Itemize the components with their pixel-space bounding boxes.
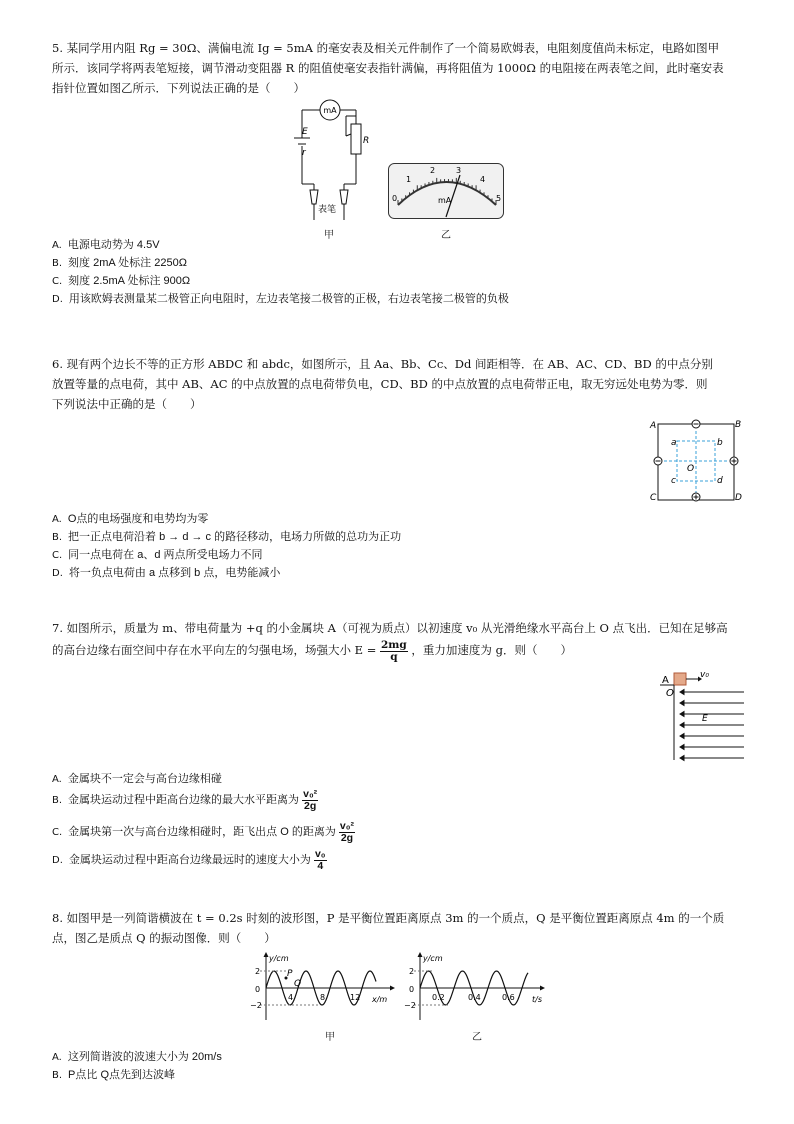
- q5-option-b[interactable]: B. 刻度 2mA 处标注 2250Ω: [52, 257, 187, 269]
- vib-ylabel: y/cm: [423, 954, 443, 963]
- wave-xlabel: x/m: [372, 995, 388, 1004]
- q6-option-a[interactable]: A. O点的电场强度和电势均为零: [52, 513, 209, 525]
- q5-fig-b-caption: 乙: [441, 230, 451, 241]
- vertex-D: D: [735, 493, 742, 503]
- rheostat-label: R: [363, 136, 370, 146]
- q7-stem-line-1: 7. 如图所示，质量为 m、带电荷量为 +q 的小金属块 A（可视为质点）以初速度 v₀ 从光滑绝缘水平高台上 O 点飞出．已知在足够高: [52, 621, 728, 635]
- q5-circuit-figure: [290, 98, 370, 238]
- emf-label: E: [302, 127, 308, 137]
- q6-option-b[interactable]: B. 把一正点电荷沿着 b → d → c 的路径移动，电场力所做的总功为正功: [52, 531, 402, 543]
- q8-option-a[interactable]: A. 这列简谐波的波速大小为 20m/s: [52, 1051, 222, 1063]
- q6-stem-line-1: 6. 现有两个边长不等的正方形 ABDC 和 abdc，如图所示，且 Aa、Bb、Cc、Dd 间距相等．在 AB、AC、CD、BD 的中点分别: [52, 357, 713, 371]
- vertex-C: C: [650, 493, 657, 503]
- vertex-a: a: [671, 438, 677, 448]
- field-strength-fraction: $\frac{2mg}{q}$: [381, 638, 407, 663]
- q6-stem-line-2: 放置等量的点电荷，其中 AB、AC 的中点放置的点电荷带负电，CD、BD 的中点放置的点电荷带正电，取无穷远处电势为零．则: [52, 377, 708, 391]
- vib-ytick-neg2: −2: [404, 1001, 416, 1010]
- point-Q: Q: [294, 979, 302, 989]
- vertex-d: d: [717, 476, 723, 486]
- q5-meter-dial-figure: [388, 163, 504, 219]
- q6-option-c[interactable]: C. 同一点电荷在 a、d 两点所受电场力不同: [52, 549, 263, 561]
- q5-option-a[interactable]: A. 电源电动势为 4.5V: [52, 239, 160, 251]
- dial-tick-0: 0: [392, 194, 398, 203]
- vertex-A: A: [650, 421, 657, 431]
- wave-xtick-12: 12: [350, 993, 361, 1002]
- q8-graph-a-caption: 甲: [325, 1032, 335, 1043]
- dial-tick-1: 1: [406, 175, 412, 184]
- q6-option-d[interactable]: D. 将一负点电荷由 a 点移到 b 点，电势能减小: [52, 567, 281, 579]
- wave-ytick-0: 0: [255, 985, 261, 994]
- label-A: A: [662, 675, 669, 686]
- wave-xtick-8: 8: [320, 993, 326, 1002]
- q7-option-a[interactable]: A. 金属块不一定会与高台边缘相碰: [52, 773, 222, 785]
- dial-unit: mA: [438, 196, 452, 205]
- dial-tick-3: 3: [456, 166, 462, 175]
- q5-stem-line-3: 指针位置如图乙所示．下列说法正确的是（ ）: [52, 81, 305, 95]
- q7-field-figure: [656, 670, 746, 762]
- dial-tick-5: 5: [496, 194, 502, 203]
- vib-xtick-0.4: 0.4: [468, 993, 481, 1002]
- q8-graph-b-caption: 乙: [472, 1032, 482, 1043]
- metal-block-A: [674, 673, 686, 685]
- wave-ylabel: y/cm: [269, 954, 289, 963]
- q7-option-d[interactable]: D. 金属块运动过程中距高台边缘最远时的速度大小为 $\frac{\text{v₀}}{4}$: [52, 847, 326, 872]
- wave-ytick-neg2: −2: [250, 1001, 262, 1010]
- vib-ytick-2: 2: [409, 967, 415, 976]
- vib-xtick-0.6: 0.6: [502, 993, 515, 1002]
- vib-xtick-0.2: 0.2: [432, 993, 445, 1002]
- label-O: O: [666, 688, 674, 699]
- q6-squares-figure: [646, 414, 746, 504]
- vertex-c: c: [671, 476, 676, 486]
- internal-r-label: r: [302, 148, 306, 158]
- q7-stem-line-2: 的高台边缘右面空间中存在水平向左的匀强电场，场强大小 E = $\frac{2mg}{q}$ ，重力加速度为 g．则（ ）: [52, 638, 572, 663]
- label-E: E: [702, 714, 708, 724]
- vertex-B: B: [735, 420, 742, 430]
- q5-stem-line-1: 5. 某同学用内阻 Rg = 30Ω、满偏电流 Ig = 5mA 的毫安表及相关元件制作了一个简易欧姆表，电阻刻度值尚未标定，电路如图甲: [52, 41, 720, 55]
- wave-xtick-4: 4: [288, 993, 294, 1002]
- dial-tick-4: 4: [480, 175, 486, 184]
- vertex-b: b: [717, 438, 723, 448]
- q5-option-d[interactable]: D. 用该欧姆表测量某二极管正向电阻时，左边表笔接二极管的正极，右边表笔接二极管的负极: [52, 293, 509, 305]
- q8-stem-line-1: 8. 如图甲是一列简谐横波在 t = 0.2s 时刻的波形图，P 是平衡位置距离原点 3m 的一个质点，Q 是平衡位置距离原点 4m 的一个质: [52, 911, 725, 925]
- vib-xlabel: t/s: [532, 995, 542, 1004]
- q8-vibration-graph: [404, 952, 554, 1024]
- q5-stem-line-2: 所示．该同学将两表笔短接，调节滑动变阻器 R 的阻值使毫安表指针满偏，再将阻值为 1000Ω 的电阻接在两表笔之间，此时毫安表: [52, 61, 724, 75]
- q8-option-b[interactable]: B. P点比 Q点先到达波峰: [52, 1069, 175, 1081]
- q7-option-b[interactable]: B. 金属块运动过程中距高台边缘的最大水平距离为 $\frac{\text{v₀²}}{2g}$: [52, 787, 318, 812]
- center-O: O: [687, 464, 695, 474]
- q8-stem-line-2: 点，图乙是质点 Q 的振动图像．则（ ）: [52, 931, 276, 945]
- q7-option-c[interactable]: C. 金属块第一次与高台边缘相碰时，距飞出点 O 的距离为 $\frac{\text{v₀²}}{2g}$: [52, 819, 354, 844]
- wave-ytick-2: 2: [255, 967, 261, 976]
- q5-fig-a-caption: 甲: [324, 230, 334, 241]
- q8-wave-graph: [250, 952, 400, 1024]
- q6-stem-line-3: 下列说法中正确的是（ ）: [52, 397, 202, 411]
- meter-label: mA: [323, 106, 337, 115]
- q5-option-c[interactable]: C. 刻度 2.5mA 处标注 900Ω: [52, 275, 191, 287]
- point-P: P: [287, 969, 293, 979]
- vib-ytick-0: 0: [409, 985, 415, 994]
- test-leads-label: 表笔: [318, 205, 337, 215]
- dial-tick-2: 2: [430, 166, 436, 175]
- label-v0: v₀: [700, 670, 709, 680]
